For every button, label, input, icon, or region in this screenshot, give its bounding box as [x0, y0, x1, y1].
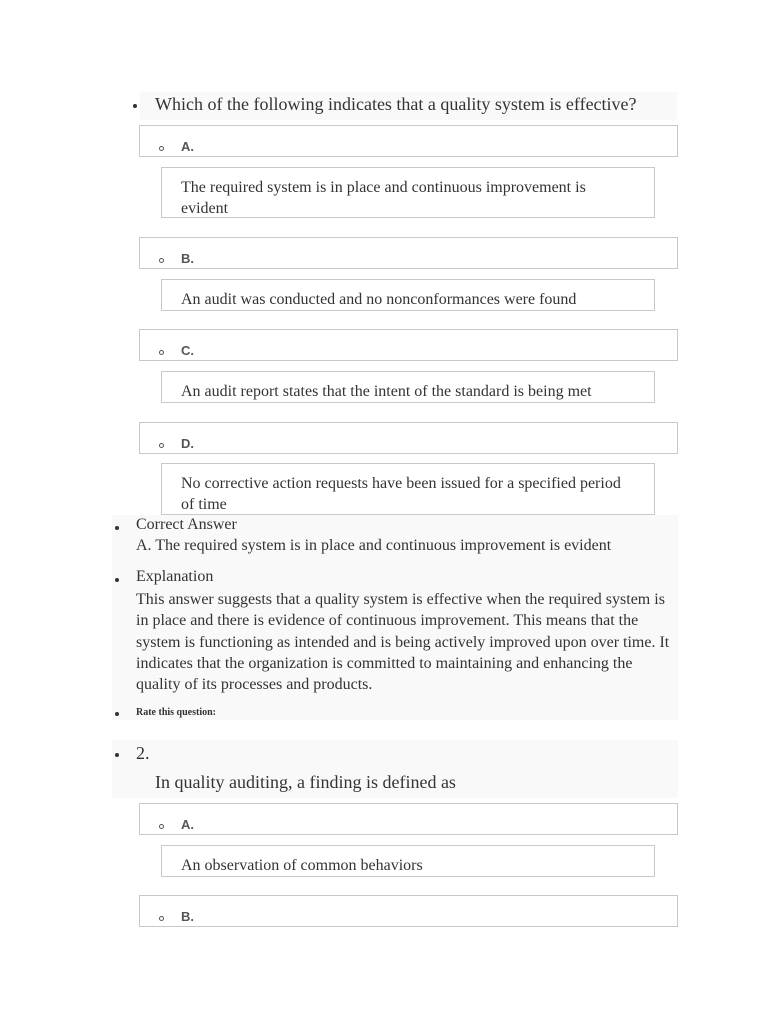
option-b-header[interactable] [139, 237, 678, 269]
circle-bullet-icon [159, 824, 164, 829]
q2-option-b-header[interactable] [139, 895, 678, 927]
circle-bullet-icon [159, 350, 164, 355]
question-2-text: In quality auditing, a finding is defined as [155, 772, 456, 792]
option-a-header[interactable] [139, 125, 678, 157]
rate-question-label: Rate this question: [136, 707, 217, 718]
circle-bullet-icon [159, 916, 164, 921]
option-letter: C. [181, 343, 194, 358]
correct-answer-label: Correct Answer [136, 516, 237, 533]
question-1-text: Which of the following indicates that a quality system is effective? [155, 94, 637, 114]
q2-option-a-answer[interactable]: An observation of common behaviors [161, 845, 655, 877]
option-letter: B. [181, 251, 194, 266]
explanation-label: Explanation [136, 568, 214, 585]
option-a-answer[interactable]: The required system is in place and continuous improvement is evident [161, 167, 655, 218]
bullet [115, 578, 119, 582]
option-d-header[interactable] [139, 422, 678, 454]
explanation-text: This answer suggests that a quality system is effective when the required system is in place and there is evidence of continuous improvement. This means that the system is functioning as intended and is being actively improved upon over time. It indicates that the organization is committed to maintaining and enhancing the quality of its processes and products. [136, 591, 670, 694]
circle-bullet-icon [159, 146, 164, 151]
option-letter: A. [181, 817, 194, 832]
bullet [115, 753, 119, 757]
option-c-answer[interactable]: An audit report states that the intent of the standard is being met [161, 371, 655, 403]
bullet [115, 712, 119, 716]
circle-bullet-icon [159, 258, 164, 263]
bullet [115, 526, 119, 530]
circle-bullet-icon [159, 443, 164, 448]
option-letter: A. [181, 139, 194, 154]
correct-answer-text: A. The required system is in place and continuous improvement is evident [136, 537, 612, 554]
option-d-answer[interactable]: No corrective action requests have been issued for a specified period of time [161, 463, 655, 515]
q2-option-a-header[interactable] [139, 803, 678, 835]
option-c-header[interactable] [139, 329, 678, 361]
option-letter: B. [181, 909, 194, 924]
option-b-answer[interactable]: An audit was conducted and no nonconformances were found [161, 279, 655, 311]
bullet [133, 104, 137, 108]
option-letter: D. [181, 436, 194, 451]
question-2-number: 2. [136, 743, 150, 763]
